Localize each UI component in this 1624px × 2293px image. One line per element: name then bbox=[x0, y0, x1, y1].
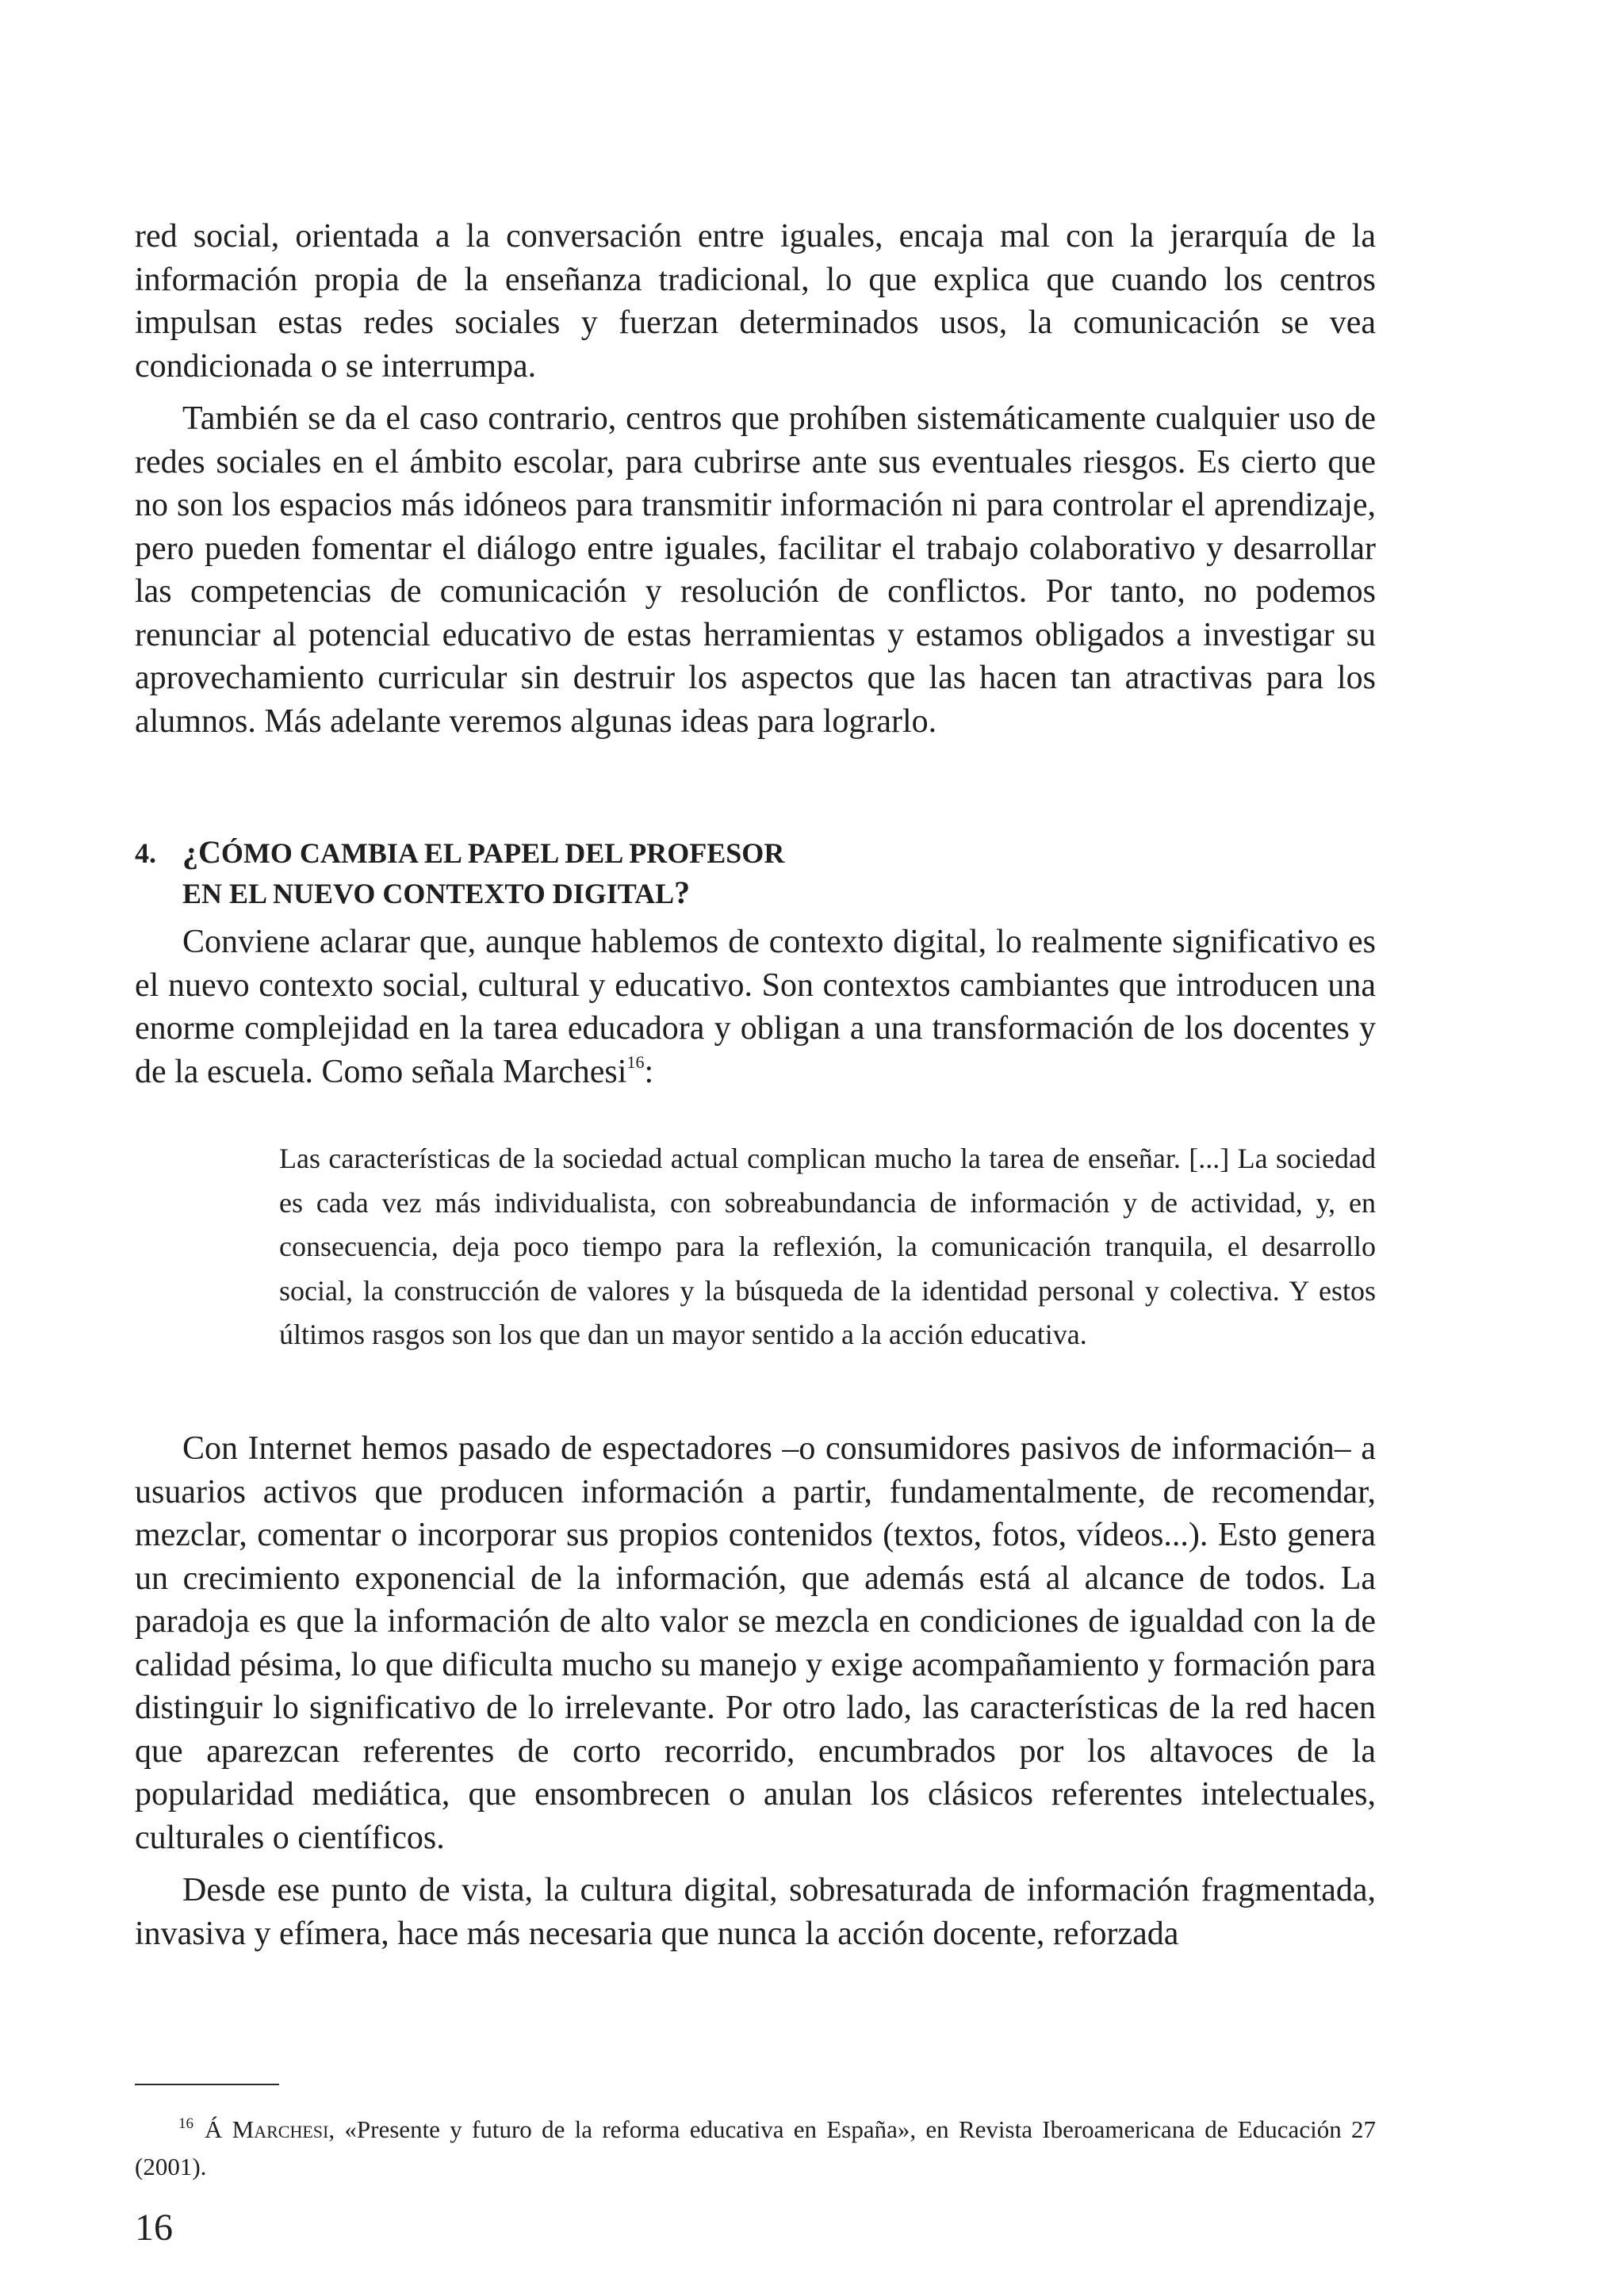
paragraph-continuation: red social, orientada a la conversación entre iguales, encaja mal con la jerarquía de la información propia de la enseñanza tradicional, lo que explica que cuando los centros impulsan estas redes sociales y fuerzan determinados usos, la comunicación se vea condicionada o se interrumpa. bbox=[135, 218, 1376, 385]
footnote-author: Á Marchesi bbox=[205, 2115, 329, 2143]
footnote bbox=[135, 2113, 1376, 2184]
footnote-text: , «Presente y futuro de la reforma educativa en España», en Revista Iberoamericana de Educación 27 (2001). bbox=[135, 2115, 1376, 2180]
section-heading bbox=[135, 833, 1376, 913]
heading-initial: ¿C bbox=[182, 834, 221, 870]
heading-line2: EN EL NUEVO CONTEXTO DIGITAL bbox=[182, 878, 675, 909]
section-number: 4. bbox=[135, 837, 156, 869]
paragraph-contexto-text: Conviene aclarar que, aunque hablemos de contexto digital, lo realmente significativo es el nuevo contexto social, cultural y educativo. Son contextos cambiantes que introducen una enorme complejidad en la tarea educadora y obligan a una transformación de los docentes y de la escuela. Como señala Marchesi bbox=[135, 924, 1376, 1090]
paragraph-redes-sociales: También se da el caso contrario, centros que prohíben sistemáticamente cualquier uso de redes sociales en el ámbito escolar, para cubrirse ante sus eventuales riesgos. Es cierto que no son los espacios más idóneos para transmitir información ni para controlar el aprendizaje, pero pueden fomentar el diálogo entre iguales, facilitar el trabajo colaborativo y desarrollar las competencias de comunicación y resolución de conflictos. Por tanto, no podemos renunciar al potencial educativo de estas herramientas y estamos obligados a investigar su aprovechamiento curricular sin destruir los aspectos que las hacen tan atractivas para los alumnos. Más adelante veremos algunas ideas para lograrlo. bbox=[135, 400, 1376, 740]
page-number: 16 bbox=[135, 2207, 173, 2249]
footnote-reference: 16 bbox=[626, 1051, 645, 1072]
paragraph-contexto bbox=[135, 921, 1376, 1098]
block-quote: Las características de la sociedad actual complican mucho la tarea de enseñar. [...] La sociedad es cada vez más individualista, con sobreabundancia de información y de actividad, y, en consecuencia, deja poco tiempo para la reflexión, la comunicación tranquila, el desarrollo social, la construcción de valores y la búsqueda de la identidad personal y colectiva. Y estos últimos rasgos son los que dan un mayor sentido a la acción educativa. bbox=[279, 1143, 1376, 1350]
paragraph-internet: Con Internet hemos pasado de espectadores –o consumidores pasivos de información– a usuarios activos que producen información a partir, fundamentalmente, de recomendar, mezclar, comentar o incorporar sus propios contenidos (textos, fotos, vídeos...). Esto genera un crecimiento exponencial de la información, que además está al alcance de todos. La paradoja es que la información de alto valor se mezcla en condiciones de igualdad con la de calidad pésima, lo que dificulta mucho su manejo y exige acompañamiento y formación para distinguir lo significativo de lo irrelevante. Por otro lado, las características de la red hacen que aparezcan referentes de corto recorrido, encumbrados por los altavoces de la popularidad mediática, que ensombrecen o anulan los clásicos referentes intelectuales, culturales o científicos. bbox=[135, 1430, 1376, 1856]
body-text-bottom bbox=[135, 1427, 1376, 1955]
footnote-divider bbox=[135, 2084, 279, 2085]
body-text-top bbox=[135, 215, 1376, 743]
paragraph-contexto-colon: : bbox=[644, 1053, 654, 1090]
heading-question-mark: ? bbox=[674, 875, 691, 910]
paragraph-cultura-digital: Desde ese punto de vista, la cultura digital, sobresaturada de información fragmentada, invasiva y efímera, hace más necesaria que nunca la acción docente, reforzada bbox=[135, 1872, 1376, 1952]
footnote-number: 16 bbox=[178, 2115, 193, 2132]
heading-line1: ÓMO CAMBIA EL PAPEL DEL PROFESOR bbox=[220, 837, 785, 869]
body-text-middle bbox=[135, 921, 1376, 1098]
